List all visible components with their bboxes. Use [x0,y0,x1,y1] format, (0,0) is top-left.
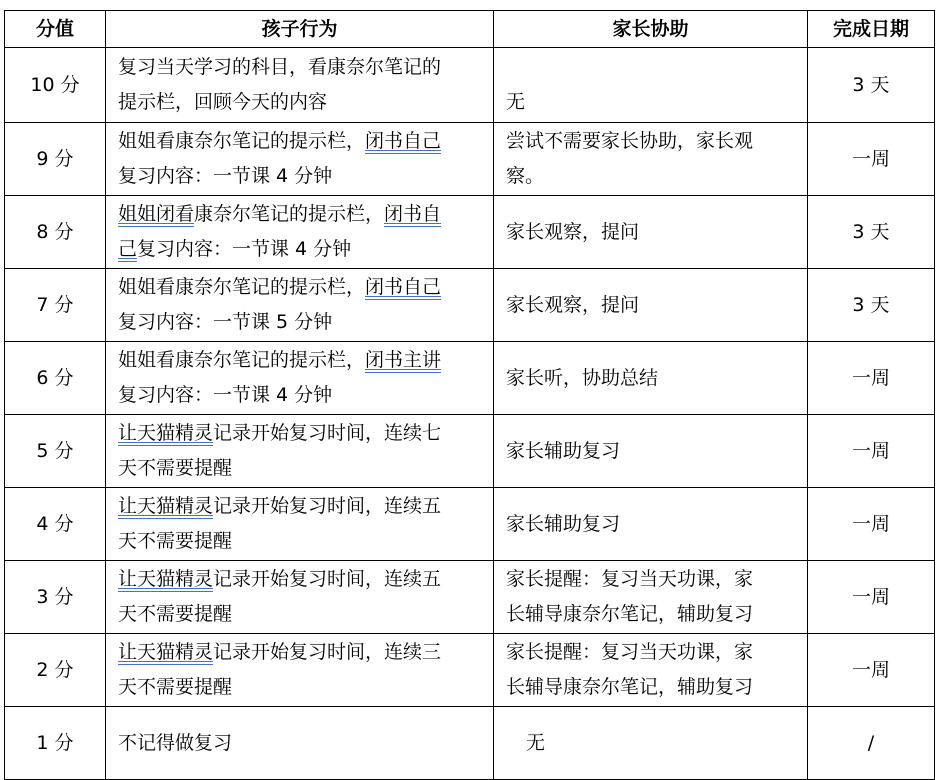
behavior-text: 姐姐看康奈尔笔记的提示栏， [118,276,366,298]
behavior-line: 复习内容：一节课 4 分钟 [118,165,333,187]
underlined-text: 闭书主讲 [365,349,442,371]
behavior-cell [106,123,494,196]
table-row [5,123,935,196]
behavior-cell [106,415,494,488]
parent-line: 家长观察，提问 [506,293,640,316]
table-row [5,634,935,707]
behavior-line [118,562,481,597]
parent-line: 长辅导康奈尔笔记，辅助复习 [506,676,754,698]
parent-cell [494,342,808,415]
behavior-line: 复习内容：一节课 5 分钟 [118,311,333,333]
parent-cell [494,269,808,342]
header-row [5,11,935,48]
behavior-cell [106,196,494,269]
underlined-text: 让天猫精灵 [118,568,214,590]
behavior-line: 复习内容：一节课 4 分钟 [118,384,333,406]
underlined-text: 闭书自己 [365,276,442,298]
table-row [5,707,935,780]
underlined-text: 己 [118,238,138,260]
parent-line: 尝试不需要家长协助，家长观 [506,130,754,152]
date-cell: 一周 [808,342,935,415]
parent-cell [494,707,808,780]
behavior-text: 记录开始复习时间，连续五 [213,495,442,517]
behavior-line [118,232,481,267]
behavior-line: 天不需要提醒 [118,603,233,625]
table-row [5,488,935,561]
parent-cell [494,415,808,488]
behavior-line [118,197,481,232]
parent-line: 家长提醒：复习当天功课，家 [506,568,754,590]
score-cell: 5 分 [5,415,106,488]
score-cell: 9 分 [5,123,106,196]
header-score: 分值 [5,11,106,48]
behavior-line [118,343,481,378]
behavior-line: 提示栏，回顾今天的内容 [118,91,328,113]
parent-cell [494,561,808,634]
behavior-line: 天不需要提醒 [118,457,233,479]
parent-line: 无 [506,91,526,113]
behavior-text: 记录开始复习时间，连续七 [213,422,442,444]
behavior-line [118,635,481,670]
score-cell: 1 分 [5,707,106,780]
date-cell: 一周 [808,415,935,488]
behavior-text: 姐姐看康奈尔笔记的提示栏， [118,349,366,371]
score-cell: 6 分 [5,342,106,415]
table-row [5,48,935,123]
parent-line: 无 [526,731,546,754]
behavior-cell [106,48,494,123]
behavior-text: 康奈尔笔记的提示栏， [194,203,385,225]
date-cell: 3 天 [808,269,935,342]
score-cell: 8 分 [5,196,106,269]
parent-cell [494,488,808,561]
score-cell: 10 分 [5,48,106,123]
parent-cell [494,123,808,196]
parent-line: 长辅导康奈尔笔记，辅助复习 [506,603,754,625]
parent-cell [494,48,808,123]
header-date: 完成日期 [808,11,935,48]
underlined-text: 姐姐闭看 [118,203,195,225]
behavior-cell [106,561,494,634]
date-cell: 一周 [808,488,935,561]
score-cell: 2 分 [5,634,106,707]
table-row [5,196,935,269]
score-cell: 4 分 [5,488,106,561]
score-cell: 7 分 [5,269,106,342]
date-cell: 一周 [808,561,935,634]
parent-line: 家长提醒：复习当天功课，家 [506,641,754,663]
behavior-text: 复习内容：一节课 4 分钟 [137,238,352,260]
behavior-cell [106,488,494,561]
underlined-text: 让天猫精灵 [118,641,214,663]
behavior-line: 不记得做复习 [118,731,233,754]
behavior-cell [106,634,494,707]
table-row [5,342,935,415]
date-cell: 一周 [808,123,935,196]
behavior-cell [106,707,494,780]
behavior-cell [106,269,494,342]
underlined-text: 闭书自己 [365,130,442,152]
underlined-text: 闭书自 [384,203,442,225]
parent-line: 家长辅助复习 [506,512,621,535]
date-cell: 一周 [808,634,935,707]
table-row [5,269,935,342]
behavior-line [118,124,481,159]
behavior-line [118,270,481,305]
parent-line: 察。 [506,165,545,187]
parent-cell [494,634,808,707]
parent-cell [494,196,808,269]
parent-line: 家长观察，提问 [506,220,640,243]
behavior-line: 天不需要提醒 [118,530,233,552]
underlined-text: 让天猫精灵 [118,495,214,517]
parent-line: 家长辅助复习 [506,439,621,462]
date-cell: 3 天 [808,196,935,269]
behavior-line [118,416,481,451]
header-behavior: 孩子行为 [106,11,494,48]
parent-line: 家长听，协助总结 [506,366,659,389]
behavior-text: 记录开始复习时间，连续五 [213,568,442,590]
behavior-line [118,489,481,524]
date-cell: / [808,707,935,780]
table-row [5,561,935,634]
date-cell: 3 天 [808,48,935,123]
underlined-text: 让天猫精灵 [118,422,214,444]
score-cell: 3 分 [5,561,106,634]
behavior-cell [106,342,494,415]
behavior-text: 姐姐看康奈尔笔记的提示栏， [118,130,366,152]
behavior-line: 复习当天学习的科目，看康奈尔笔记的 [118,56,442,78]
behavior-text: 记录开始复习时间，连续三 [213,641,442,663]
reward-table [4,10,935,780]
table-row [5,415,935,488]
header-parent: 家长协助 [494,11,808,48]
behavior-line: 天不需要提醒 [118,676,233,698]
